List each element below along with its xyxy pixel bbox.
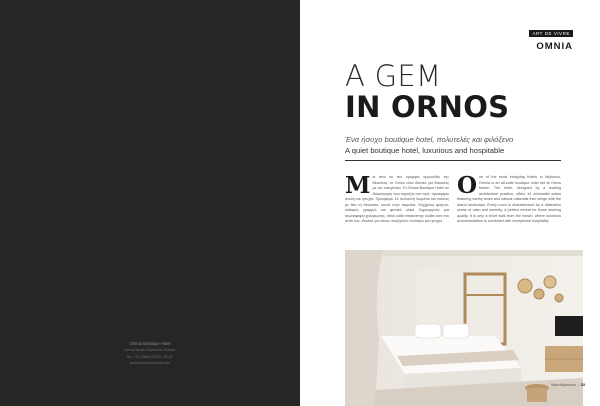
footer-separator: | xyxy=(577,383,579,387)
page-number: 33 xyxy=(580,383,585,387)
hotel-contact-info xyxy=(95,341,205,367)
subtitle-greek: Ένα ήσυχο boutique hotel, πολυτελές και φιλόξενο xyxy=(345,135,514,144)
magazine-name: SalonMykonos xyxy=(550,383,576,387)
body-column-english xyxy=(457,172,561,225)
hotel-phone: tel: +30 22890 25123, 25121 xyxy=(127,354,173,359)
dropcap-english: O xyxy=(457,172,478,199)
article-subtitle xyxy=(345,135,578,156)
body-text-greek: ια από τις πιο όμορφες αμμουδιές της Μυκόνου, το Ornos είναι ιδανικό για διακοπές με την οικογένεια. Το Omnia Boutique Hotel σε διακόσμηση που ταιριάζει στο νησί, προσφέρει άνεση και ησυχία. Προσφέρει 14 πολυτελή δωμάτια και σουίτες με θέα τη θάλασσα, κοντά στην παραλία. Σύγχρονο φαγητό, καθαρές γραμμές και φυσικά υλικά δημιουργούν μια ατμόσφαιρα χαλάρωσης, όπου κάθε επισκέπτης νιώθει σαν στο σπίτι του. Ιδανικό για όσους αναζητούν ποιότητα και ησυχία. xyxy=(345,175,449,224)
section-label xyxy=(529,22,573,52)
title-line-1: A GEM xyxy=(345,59,442,93)
body-column-greek xyxy=(345,172,449,225)
article-title xyxy=(345,59,510,124)
section-kicker: ART DE VIVRE xyxy=(529,30,573,37)
body-text-english: ne of the most intriguing hotels in Mykonos, Omnia is an all-suite boutique hotel set at Ornos beach. The hotel, designed by a leading architecture practice, offers 14 minimalist suites featuring earthy tones and natural materials that merge with the island landscape. Every room is characterised by a distinctive sense of calm and serenity, a perfect retreat for those seeking quality. It is only a short walk from the beach, where luxurious accommodation is combined with exceptional hospitality. xyxy=(457,175,561,224)
hotel-website: www.omniamykonos.com xyxy=(129,361,171,366)
right-page xyxy=(300,0,600,406)
hotel-address: Ornos Beach, Mykonos, Greece xyxy=(124,348,176,353)
divider-rule xyxy=(345,160,561,161)
hotel-name: Omnia Boutique Hotel xyxy=(129,341,171,346)
dropcap-greek: Μ xyxy=(345,172,371,199)
section-brand: OMNIA xyxy=(536,41,573,52)
page-footer xyxy=(505,383,585,387)
subtitle-english: A quiet boutique hotel, luxurious and hospitable xyxy=(345,145,505,155)
title-line-2: IN ORNOS xyxy=(345,90,510,124)
